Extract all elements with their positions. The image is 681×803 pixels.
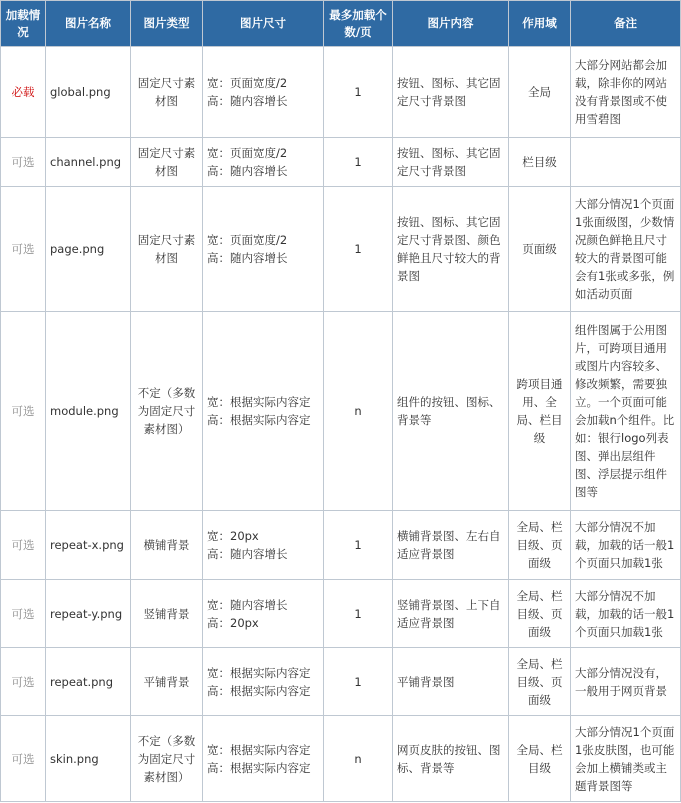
image-type: 不定（多数为固定尺寸素材图） <box>131 312 203 511</box>
table-row <box>1 312 681 511</box>
scope: 栏目级 <box>509 138 571 187</box>
note: 大部分情况不加载，加载的话一般1个页面只加载1张 <box>571 511 681 580</box>
note: 大部分情况1个页面1张面级图，少数情况颜色鲜艳且尺寸较大的背景图可能会有1张或多张，例如活动页面 <box>571 187 681 312</box>
load-status: 可选 <box>1 716 46 802</box>
file-name: global.png <box>46 47 131 138</box>
note: 大部分情况1个页面1张皮肤图，也可能会加上横铺类或主题背景图等 <box>571 716 681 802</box>
image-size <box>203 138 324 187</box>
note: 大部分情况没有，一般用于网页背景 <box>571 648 681 716</box>
image-content: 按钮、图标、其它固定尺寸背景图 <box>393 138 509 187</box>
max-count: n <box>324 312 393 511</box>
image-content: 横铺背景图、左右自适应背景图 <box>393 511 509 580</box>
table-row <box>1 648 681 716</box>
max-count: 1 <box>324 648 393 716</box>
size-width: 宽：页面宽度/2 <box>207 146 288 160</box>
header-row <box>1 1 681 47</box>
image-size <box>203 648 324 716</box>
max-count: 1 <box>324 47 393 138</box>
table-row <box>1 580 681 648</box>
table-row <box>1 716 681 802</box>
image-type: 固定尺寸素材图 <box>131 187 203 312</box>
image-size <box>203 580 324 648</box>
size-width: 宽：根据实际内容定 <box>207 395 311 409</box>
file-name: repeat-x.png <box>46 511 131 580</box>
load-status: 可选 <box>1 138 46 187</box>
max-count: 1 <box>324 187 393 312</box>
header-name: 图片名称 <box>46 1 131 47</box>
max-count: 1 <box>324 511 393 580</box>
scope: 页面级 <box>509 187 571 312</box>
image-content: 组件的按钮、图标、背景等 <box>393 312 509 511</box>
scope: 全局、栏目级、页面级 <box>509 511 571 580</box>
image-size <box>203 511 324 580</box>
image-content: 竖铺背景图、上下自适应背景图 <box>393 580 509 648</box>
size-height: 高：随内容增长 <box>207 94 288 108</box>
image-size <box>203 312 324 511</box>
max-count: 1 <box>324 580 393 648</box>
note <box>571 138 681 187</box>
file-name: channel.png <box>46 138 131 187</box>
file-name: repeat.png <box>46 648 131 716</box>
scope: 全局、栏目级、页面级 <box>509 580 571 648</box>
size-width: 宽：根据实际内容定 <box>207 665 311 680</box>
image-size <box>203 716 324 802</box>
file-name: module.png <box>46 312 131 511</box>
image-size <box>203 47 324 138</box>
load-status: 可选 <box>1 312 46 511</box>
table-row <box>1 187 681 312</box>
image-type: 不定（多数为固定尺寸素材图） <box>131 716 203 802</box>
file-name: page.png <box>46 187 131 312</box>
note: 大部分网站都会加载，除非你的网站没有背景图或不使用雪碧图 <box>571 47 681 138</box>
max-count: n <box>324 716 393 802</box>
scope: 全局 <box>509 47 571 138</box>
image-type: 平铺背景 <box>131 648 203 716</box>
scope: 全局、栏目级 <box>509 716 571 802</box>
size-width: 宽：根据实际内容定 <box>207 742 311 757</box>
image-content: 按钮、图标、其它固定尺寸背景图、颜色鲜艳且尺寸较大的背景图 <box>393 187 509 312</box>
image-content: 按钮、图标、其它固定尺寸背景图 <box>393 47 509 138</box>
size-width: 宽：页面宽度/2 <box>207 76 288 90</box>
image-content: 网页皮肤的按钮、图标、背景等 <box>393 716 509 802</box>
file-name: repeat-y.png <box>46 580 131 648</box>
size-height: 高：根据实际内容定 <box>207 760 311 775</box>
note: 组件图属于公用图片，可跨项目通用或图片内容较多、修改频繁，需要独立。一个页面可能会加载n个组件。比如：银行logo列表图、弹出层组件图、浮层提示组件图等 <box>571 312 681 511</box>
image-size <box>203 187 324 312</box>
size-width: 宽：20px <box>207 529 259 543</box>
load-status: 可选 <box>1 648 46 716</box>
header-content: 图片内容 <box>393 1 509 47</box>
load-status: 必载 <box>1 47 46 138</box>
size-width: 宽：随内容增长 <box>207 597 288 612</box>
header-type: 图片类型 <box>131 1 203 47</box>
image-type: 竖铺背景 <box>131 580 203 648</box>
table-row <box>1 138 681 187</box>
header-max: 最多加载个数/页 <box>324 1 393 47</box>
image-content: 平铺背景图 <box>393 648 509 716</box>
size-width: 宽：页面宽度/2 <box>207 233 288 247</box>
file-name: skin.png <box>46 716 131 802</box>
size-height: 高：随内容增长 <box>207 164 288 178</box>
size-height: 高：根据实际内容定 <box>207 413 311 427</box>
size-height: 高：20px <box>207 615 259 630</box>
image-type: 固定尺寸素材图 <box>131 47 203 138</box>
max-count: 1 <box>324 138 393 187</box>
scope: 跨项目通用、全局、栏目级 <box>509 312 571 511</box>
size-height: 高：随内容增长 <box>207 547 288 561</box>
table-row <box>1 47 681 138</box>
table-row <box>1 511 681 580</box>
image-type: 横铺背景 <box>131 511 203 580</box>
load-status: 可选 <box>1 511 46 580</box>
header-load: 加载情况 <box>1 1 46 47</box>
load-status: 可选 <box>1 187 46 312</box>
size-height: 高：根据实际内容定 <box>207 683 311 698</box>
image-type: 固定尺寸素材图 <box>131 138 203 187</box>
header-note: 备注 <box>571 1 681 47</box>
note: 大部分情况不加载，加载的话一般1个页面只加载1张 <box>571 580 681 648</box>
header-scope: 作用域 <box>509 1 571 47</box>
size-height: 高：随内容增长 <box>207 251 288 265</box>
header-size: 图片尺寸 <box>203 1 324 47</box>
scope: 全局、栏目级、页面级 <box>509 648 571 716</box>
load-status: 可选 <box>1 580 46 648</box>
